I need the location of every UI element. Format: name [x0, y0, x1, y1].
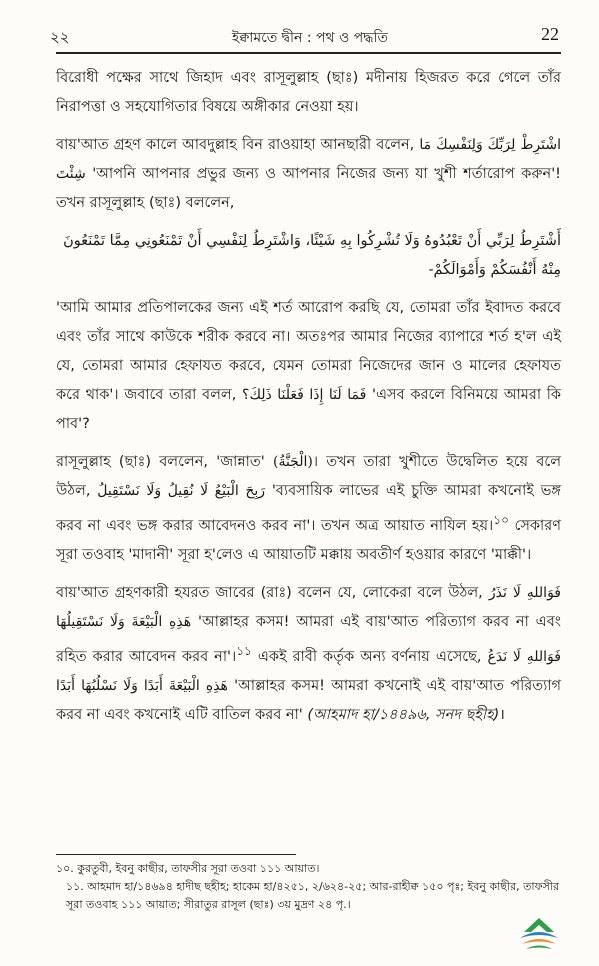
- text: । তখন তারা খুশীতে উদ্বেলিত হয়ে বলে উঠল,: [56, 454, 562, 499]
- paragraph-1: বিরোধী পক্ষের সাথে জিহাদ এবং রাসূলুল্লাহ (ছাঃ) মদীনায় হিজরত করে গেলে তাঁর নিরাপত্তা ও সহযোগিতার বিষয়ে অঙ্গীকার নেওয়া হয়।: [56, 70, 561, 115]
- footnote-separator: [56, 854, 296, 855]
- page-number-bengali: ২২: [50, 28, 70, 46]
- paragraph-5: [56, 579, 561, 730]
- paragraph-2: [56, 131, 561, 218]
- footnote-ref-10[interactable]: ১০: [493, 513, 509, 527]
- page-body: [56, 64, 561, 739]
- text: ।: [499, 706, 505, 723]
- text: 'ব্যবসায়িক লাভের এই চুক্তি আমরা কখনোই ভঙ্গ করব না এবং ভঙ্গ করার আবেদনও করব না'। তখন অত্র আয়াত নাযিল হয়।: [56, 483, 562, 534]
- arabic-text: فَمَا لَنَا إِذَا فَعَلْنَا ذَلِكَ؟: [242, 387, 367, 403]
- citation: (আহমাদ হা/১৪৪৯৬, সনদ ছহীহ): [307, 706, 500, 723]
- arabic-text: فَوَاللهِ لَا نَدَعُ هَذِهِ الْبَيْعَةَ أَبَدًا وَلَا نَسْلُبُهَا أَبَدًا: [56, 648, 561, 694]
- paragraph-3: [56, 294, 561, 439]
- page-number: 22: [541, 24, 559, 44]
- text: রাসূলুল্লাহ (ছাঃ) বললেন, 'জান্নাত': [56, 454, 265, 470]
- text: বায়'আত গ্রহণকারী হযরত জাবের (রাঃ) বলেন যে, লোকেরা বলে উঠল,: [56, 584, 483, 601]
- text: বায়'আত গ্রহণ কালে আবদুল্লাহ বিন রাওয়াহা আনছারী বলেন,: [56, 137, 415, 153]
- text: 'আল্লাহর কসম! আমরা কখনোই এই বায়'আত পরিত্যাগ করব না এবং কখনোই এটি বাতিল করব না': [56, 677, 561, 723]
- arabic-text: رَبِحَ الْبَيْعُ لَا نُقِيلُ وَلَا نَسْتَقِيلُ: [97, 483, 266, 499]
- arabic-quote: أَشْتَرِطُ لِرَبِّي أَنْ تَعْبُدُوهُ وَلَا تُشْرِكُوا بِهِ شَيْئًا، وَاشْتَرِطُ لِنَفْسِي أَنْ تَمْنَعُونِي مِمَّا تَمْنَعُونَ مِنْهُ أَنْفُسَكُمْ وَأَمْوَالَكُمْ-: [63, 233, 561, 278]
- running-title: ইক্বামতে দ্বীন : পথ ও পদ্ধতি: [231, 30, 389, 46]
- footnotes: [56, 860, 561, 914]
- footnote-10: ১০. কুরতুবী, ইবনু কাছীর, তাফসীর সূরা তওবা ১১১ আয়াত।: [56, 862, 320, 875]
- arabic-text: فَوَاللهِ لَا نَذَرُ هَذِهِ الْبَيْعَةَ وَلَا نَسْتَقِيلُهَا: [56, 584, 561, 630]
- text: সেকারণ সূরা তওবাহ 'মাদানী' সূরা হ'লেও এ আয়াতটি মক্কায় অবতীর্ণ হওয়ার কারণে 'মাক্কী'।: [56, 517, 562, 563]
- arabic-text: لِرَبِّكَ وَلِنَفْسِكَ مَا شِئْتَ: [56, 137, 516, 182]
- text: 'আমি আমার প্রতিপালকের জন্য এই শর্ত আরোপ করছি যে, তোমরা তাঁর ইবাদত করবে এবং তাঁর সাথে কাউকে শরীক করবে না। অতঃপর আমার নিজের ব্যাপারে শর্ত হ'ল এই যে, তোমরা আমার হেফাযত করবে, যেমন তোমরা নিজেদের জান ও মালের হেফাযত করে থাক'। জবাবে তারা বলল,: [56, 300, 561, 403]
- paragraph-4: [56, 448, 561, 570]
- text: 'এসব করলে বিনিময়ে আমরা কি পাব'?: [56, 387, 562, 432]
- header-rule: [56, 52, 561, 54]
- arabic-text: (الْجَنَّةُ): [272, 454, 313, 470]
- text: একই রাবী কর্তৃক অন্য বর্ণনায় এসেছে,: [257, 648, 482, 665]
- footnote-ref-11[interactable]: ১১: [236, 643, 252, 658]
- publisher-logo-icon: [516, 916, 562, 950]
- text: 'আপনি আপনার প্রভুর জন্য ও আপনার নিজের জন্য যা খুশী শর্তারোপ করুন'! তখন রাসূলুল্লাহ (ছাঃ) বললেন,: [56, 166, 561, 211]
- text: 'আল্লাহর কসম! আমরা এই বায়'আত পরিত্যাগ করব না এবং রহিত করার আবেদন করব না'।: [56, 613, 562, 665]
- arabic-text: اشْتَرِطْ: [520, 137, 561, 153]
- page-header: [0, 0, 599, 52]
- footnote-11: ১১. আহমাদ হা/১৪৬৯৪ হাদীছ ছহীহ; হাকেম হা/৪২৫১, ২/৬২৪-২৫; আর-রাহীক্ব ১৫০ পৃঃ; ইবনু কাছীর, তাফসীর সূরা তওবাহ ১১১ আয়াত; সীরাতুর রাসূল (ছাঃ) ৩য় মুদ্রণ ২৪ পৃ.।: [66, 880, 560, 911]
